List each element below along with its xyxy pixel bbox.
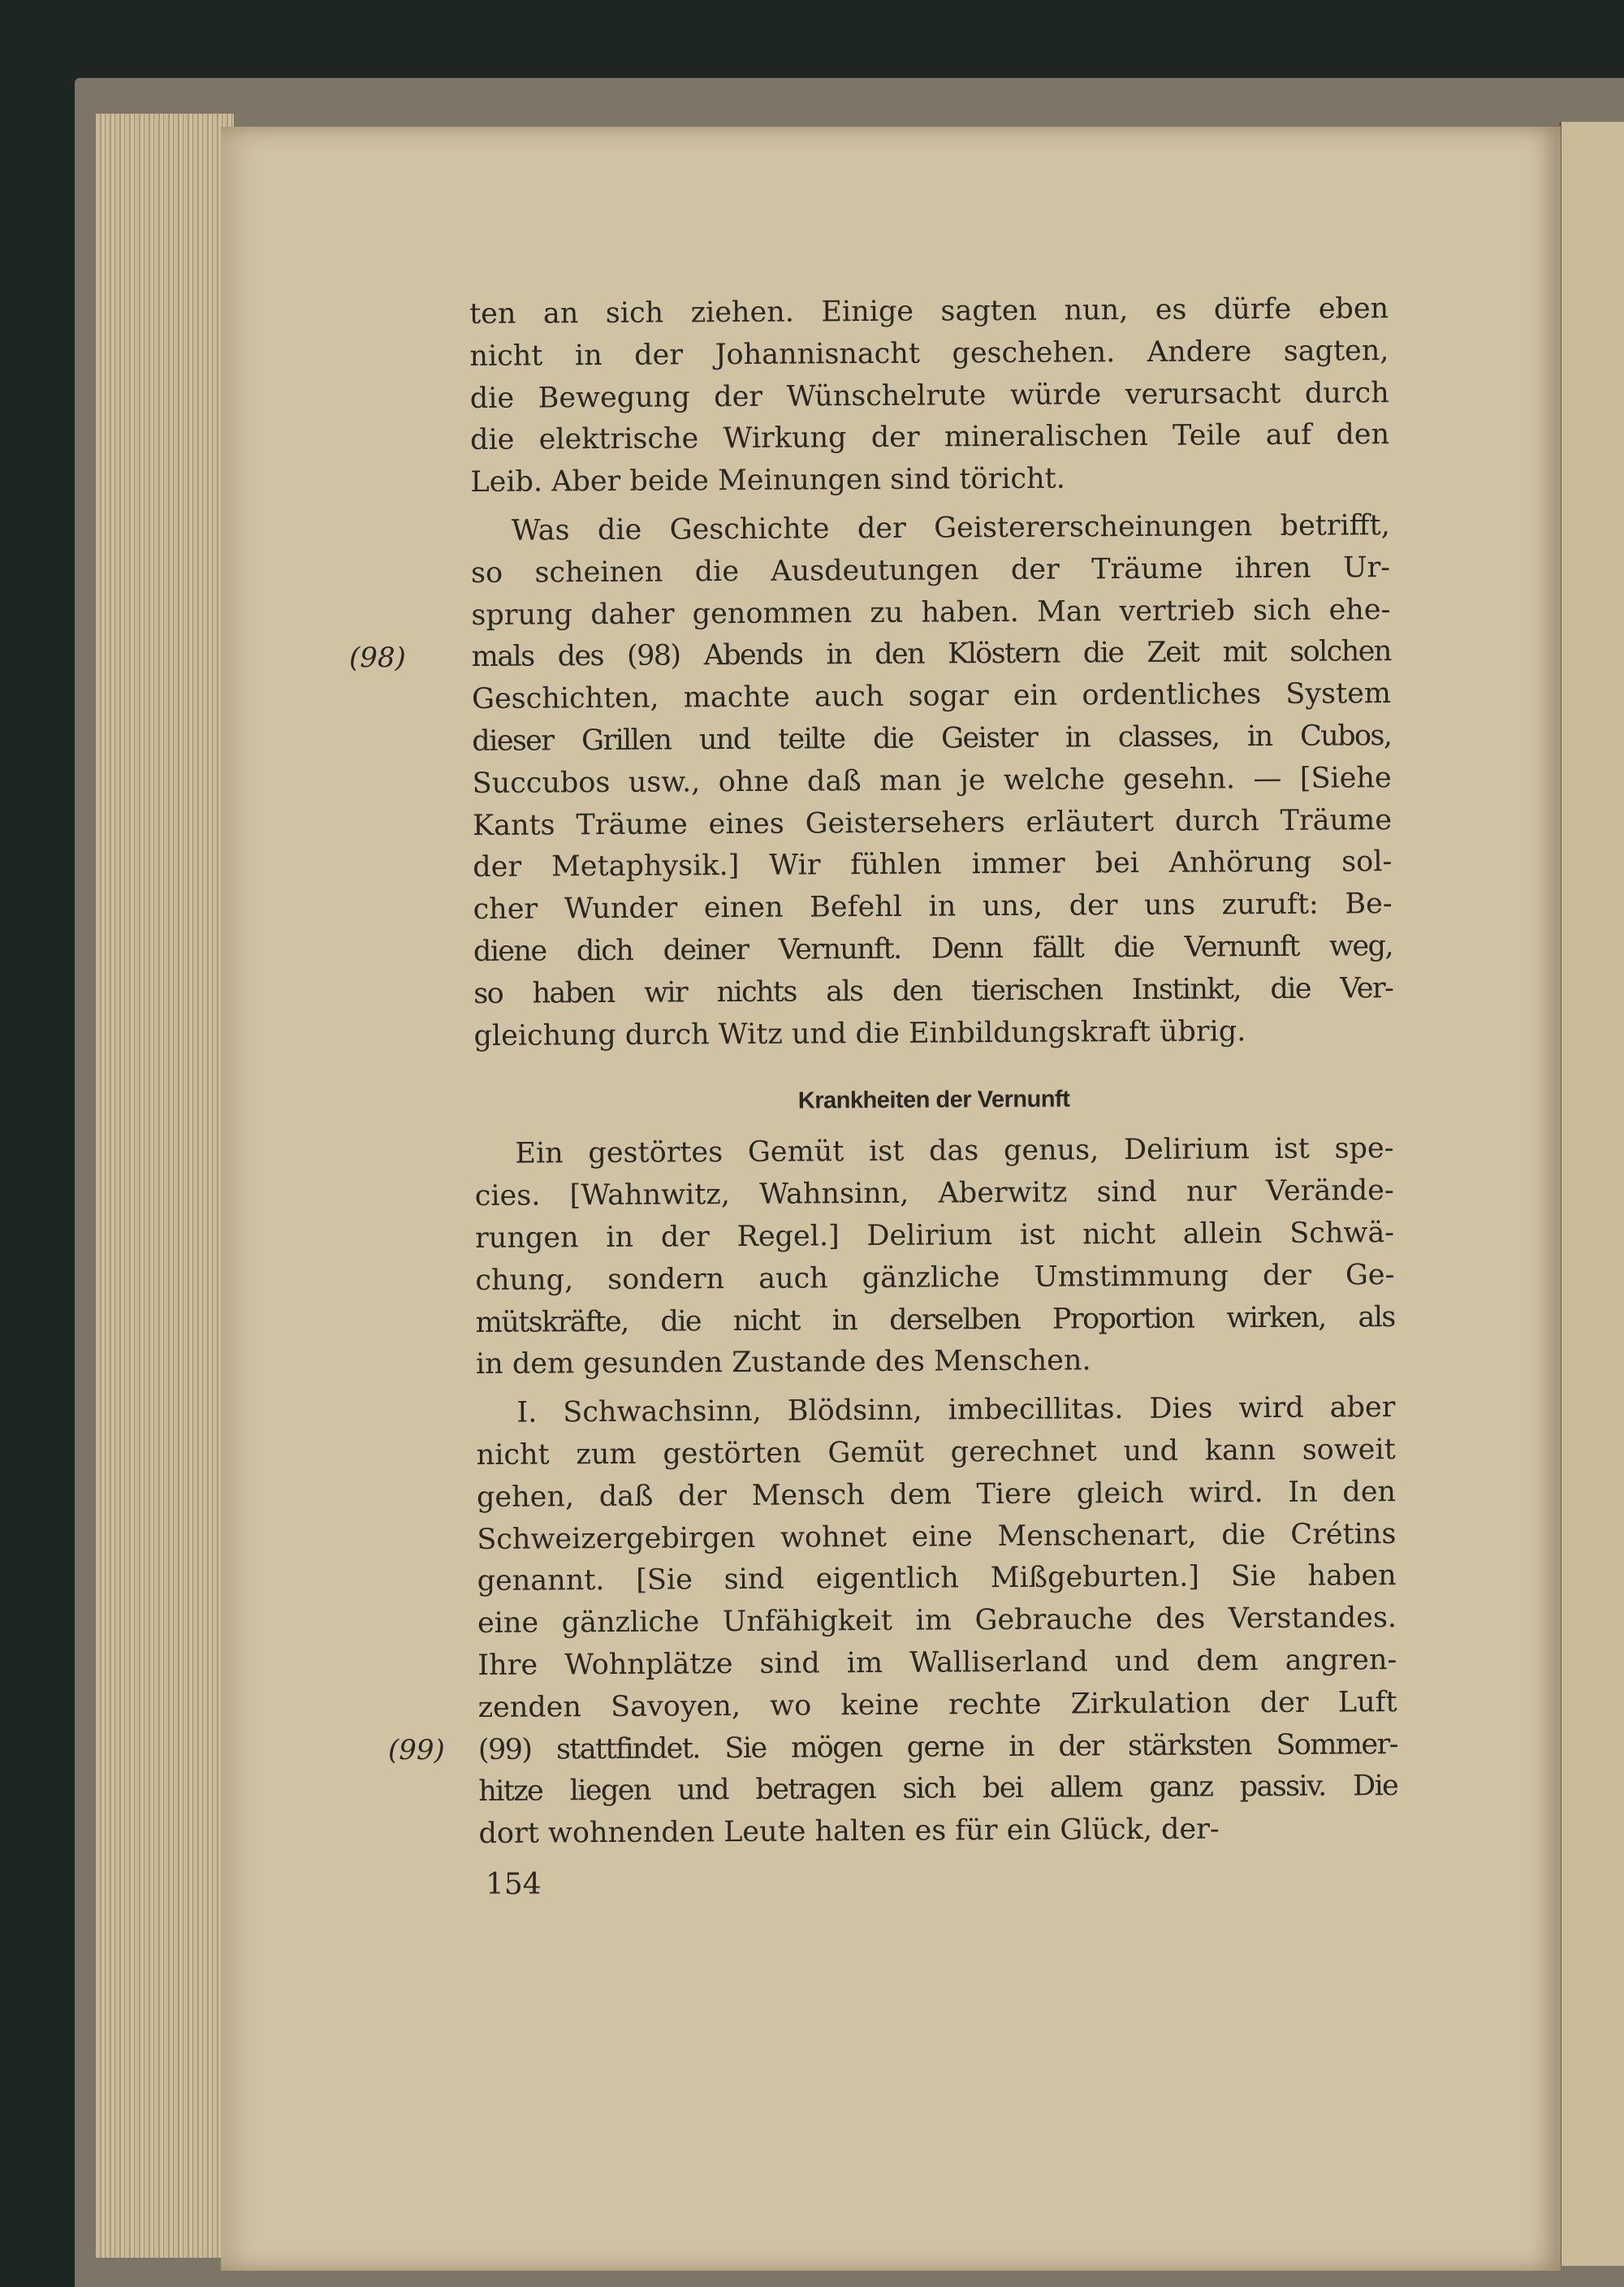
paragraph [469,288,1390,504]
text-line: Kants Träume eines Geistersehers erläutert durch Träume [472,803,1393,842]
text-line: zenden Savoyen, wo keine rechte Zirkulation der Luft [477,1685,1397,1724]
text-line: Succubos usw., ohne daß man je welche gesehn. — [Siehe [472,761,1392,800]
text-line: Leib. Aber beide Meinungen sind töricht. [470,462,1065,499]
text-line: Ein gestörtes Gemüt ist das genus, Delirium ist spe- [515,1132,1394,1171]
body-text [469,288,1398,1862]
text-line: mütskräfte, die nicht in derselben Proportion wirken, als [475,1300,1395,1339]
text-line: dort wohnenden Leute halten es für ein Glück, der- [478,1813,1220,1851]
text-line: der Metaphysik.] Wir fühlen immer bei Anhörung sol- [473,845,1393,884]
text-line: hitze liegen und betragen sich bei allem ganz passiv. Die [478,1770,1398,1809]
text-line: genannt. [Sie sind eigentlich Mißgeburten.] Sie haben [477,1559,1397,1598]
facing-page-edge [1559,122,1624,2266]
text-line: Was die Geschichte der Geistererscheinungen betrifft, [511,509,1390,547]
page-stack-edges [96,114,234,2258]
text-line: gleichung durch Witz und die Einbildungskraft übrig. [473,1014,1246,1053]
text-line: cher Wunder einen Befehl in uns, der uns zuruft: Be- [473,888,1393,927]
text-line: chung, sondern auch gänzliche Umstimmung der Ge- [475,1258,1395,1297]
text-line: I. Schwachsinn, Blödsinn, imbecillitas. Dies wird aber [516,1391,1396,1429]
text-line: gehen, daß der Mensch dem Tiere gleich wird. In den [476,1475,1397,1514]
text-line: Schweizergebirgen wohnet eine Menschenart, die Crétins [477,1517,1397,1556]
text-line: nicht in der Johannisnacht geschehen. Andere sagten, [469,334,1389,373]
text-line: so scheinen die Ausdeutungen der Träume ihren Ur- [470,551,1391,590]
text-line: ten an sich ziehen. Einige sagten nun, es dürfe eben [469,292,1389,331]
text-line: mals des (98) Abends in den Klöstern die Zeit mit solchen [471,635,1391,674]
page-number: 154 [486,1868,542,1901]
margin-note-98: (98) [349,642,406,674]
text-block-1 [469,288,1393,1057]
paragraph [471,505,1393,1057]
text-line: die Bewegung der Wünschelrute würde verursacht durch [469,376,1389,415]
text-line: diene dich deiner Vernunft. Denn fällt die Vernunft weg, [473,930,1393,968]
text-block-2 [474,1128,1397,1855]
text-line: (99) stattfindet. Sie mögen gerne in der stärksten Sommer- [477,1727,1398,1766]
text-line: cies. [Wahnwitz, Wahnsinn, Aberwitz sind nur Verände- [474,1174,1394,1213]
text-line: Geschichten, machte auch sogar ein ordentliches System [471,677,1392,716]
margin-note-99: (99) [388,1734,445,1766]
text-line: eine gänzliche Unfähigkeit im Gebrauche des Verstandes. [477,1602,1397,1641]
paragraph [474,1128,1395,1386]
text-line: so haben wir nichts als den tierischen Instinkt, die Ver- [473,971,1393,1010]
text-line: die elektrische Wirkung der mineralischen Teile auf den [469,418,1390,457]
text-line: sprung daher genommen zu haben. Man vertrieb sich ehe- [471,593,1391,632]
section-heading: Krankheiten der Vernunft [797,1086,1070,1114]
text-line: Ihre Wohnplätze sind im Walliserland und dem angren- [477,1643,1397,1682]
text-line: rungen in der Regel.] Delirium ist nicht allein Schwä- [474,1217,1395,1255]
text-line: dieser Grillen und teilte die Geister in classes, in Cubos, [472,720,1392,758]
text-line: nicht zum gestörten Gemüt gerechnet und kann soweit [476,1433,1396,1472]
paragraph [476,1387,1397,1856]
text-line: in dem gesunden Zustande des Menschen. [475,1344,1091,1381]
